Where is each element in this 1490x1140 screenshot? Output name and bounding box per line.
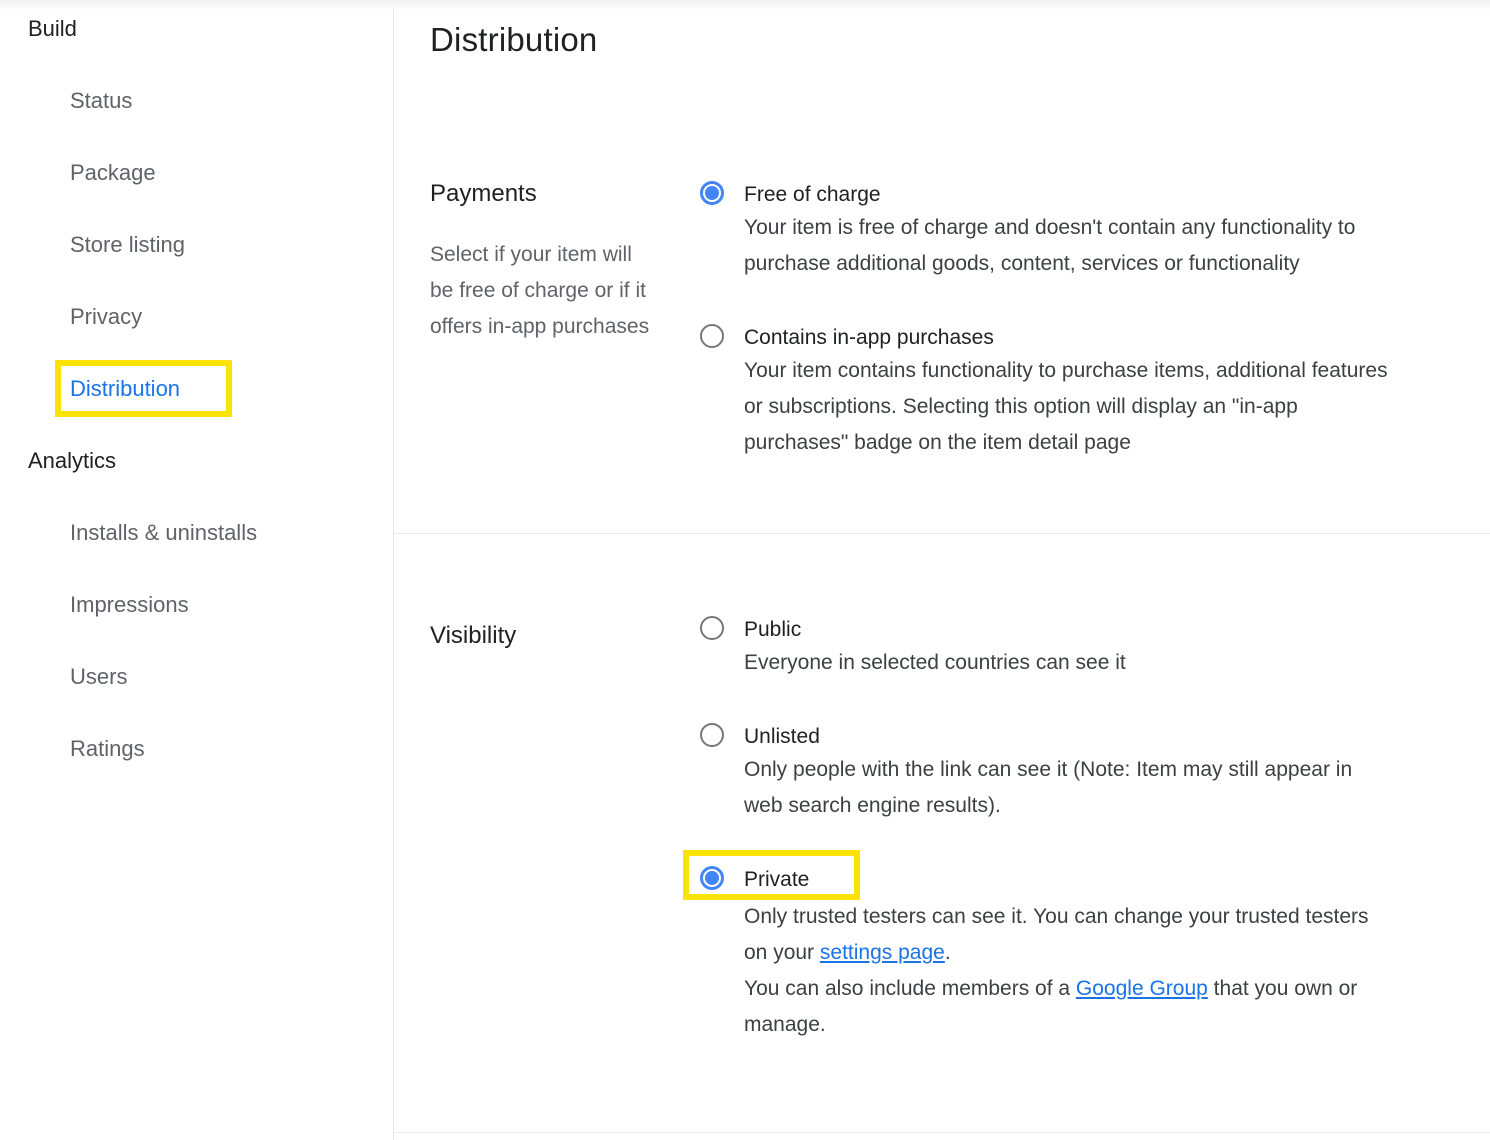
sidebar-item-store-listing[interactable]: Store listing [70, 232, 185, 257]
sidebar-item-privacy[interactable]: Privacy [70, 304, 143, 329]
sidebar-item-package[interactable]: Package [70, 160, 156, 185]
public-description: Everyone in selected countries can see it [744, 651, 1126, 674]
page-title: Distribution [430, 21, 598, 58]
sidebar-item-distribution[interactable] [0, 375, 393, 402]
radio-option-free-of-charge [700, 179, 1450, 282]
radio-option-in-app-purchases [700, 322, 1450, 461]
sidebar-item-status[interactable]: Status [70, 88, 133, 113]
bottom-divider [394, 1132, 1490, 1133]
sidebar-header-build: Build [28, 16, 77, 41]
free-of-charge-label[interactable]: Free of charge [744, 183, 881, 206]
public-body [744, 614, 1126, 681]
in-app-purchases-radio[interactable] [700, 324, 724, 348]
distribution-highlight-box [55, 360, 232, 417]
visibility-heading: Visibility [430, 622, 517, 649]
unlisted-radio[interactable] [700, 723, 724, 747]
private-description: Only trusted testers can see it. You can change your trusted testers on your settings page. You can also include members of a Google Group that you own or manage. [744, 905, 1369, 1036]
google-group-link[interactable]: Google Group [1075, 977, 1208, 1000]
radio-option-unlisted [700, 721, 1450, 824]
payments-description: Select if your item will be free of charge or if it offers in-app purchases [430, 243, 650, 338]
private-radio[interactable] [700, 866, 724, 890]
free-of-charge-description: Your item is free of charge and doesn't contain any functionality to purchase additional goods, content, services or functionality [744, 216, 1356, 275]
payments-heading: Payments [430, 180, 537, 207]
sidebar-header-analytics: Analytics [28, 448, 117, 473]
unlisted-description: Only people with the link can see it (Note: Item may still appear in web search engine results). [744, 758, 1353, 817]
in-app-purchases-body [744, 322, 1389, 461]
sidebar-item-installs-uninstalls[interactable]: Installs & uninstalls [70, 520, 258, 545]
radio-option-private [700, 864, 1450, 1043]
public-radio[interactable] [700, 616, 724, 640]
sidebar-item-ratings[interactable]: Ratings [70, 736, 145, 761]
unlisted-label[interactable]: Unlisted [744, 725, 820, 748]
main-content [394, 0, 1490, 1140]
sidebar-item-distribution-label: Distribution [70, 376, 181, 401]
free-of-charge-body [744, 179, 1389, 282]
free-of-charge-radio[interactable] [700, 181, 724, 205]
visibility-options [700, 614, 1450, 1043]
settings-page-link[interactable]: settings page [819, 941, 945, 964]
public-label[interactable]: Public [744, 618, 802, 641]
in-app-purchases-label[interactable]: Contains in-app purchases [744, 326, 994, 349]
visibility-section [430, 534, 1450, 1043]
sidebar [0, 0, 394, 1140]
sidebar-item-users[interactable]: Users [70, 664, 128, 689]
in-app-purchases-description: Your item contains functionality to purchase items, additional features or subscriptions. Selecting this option will display an "in-app purchases" badge on the item detail page [744, 359, 1388, 454]
unlisted-body [744, 721, 1389, 824]
visibility-section-left [430, 614, 700, 1043]
payments-section-left [430, 179, 700, 461]
payments-options [700, 179, 1450, 461]
private-label[interactable]: Private [744, 868, 810, 891]
payments-section [430, 179, 1450, 461]
radio-option-public [700, 614, 1450, 681]
sidebar-item-impressions[interactable]: Impressions [70, 592, 189, 617]
